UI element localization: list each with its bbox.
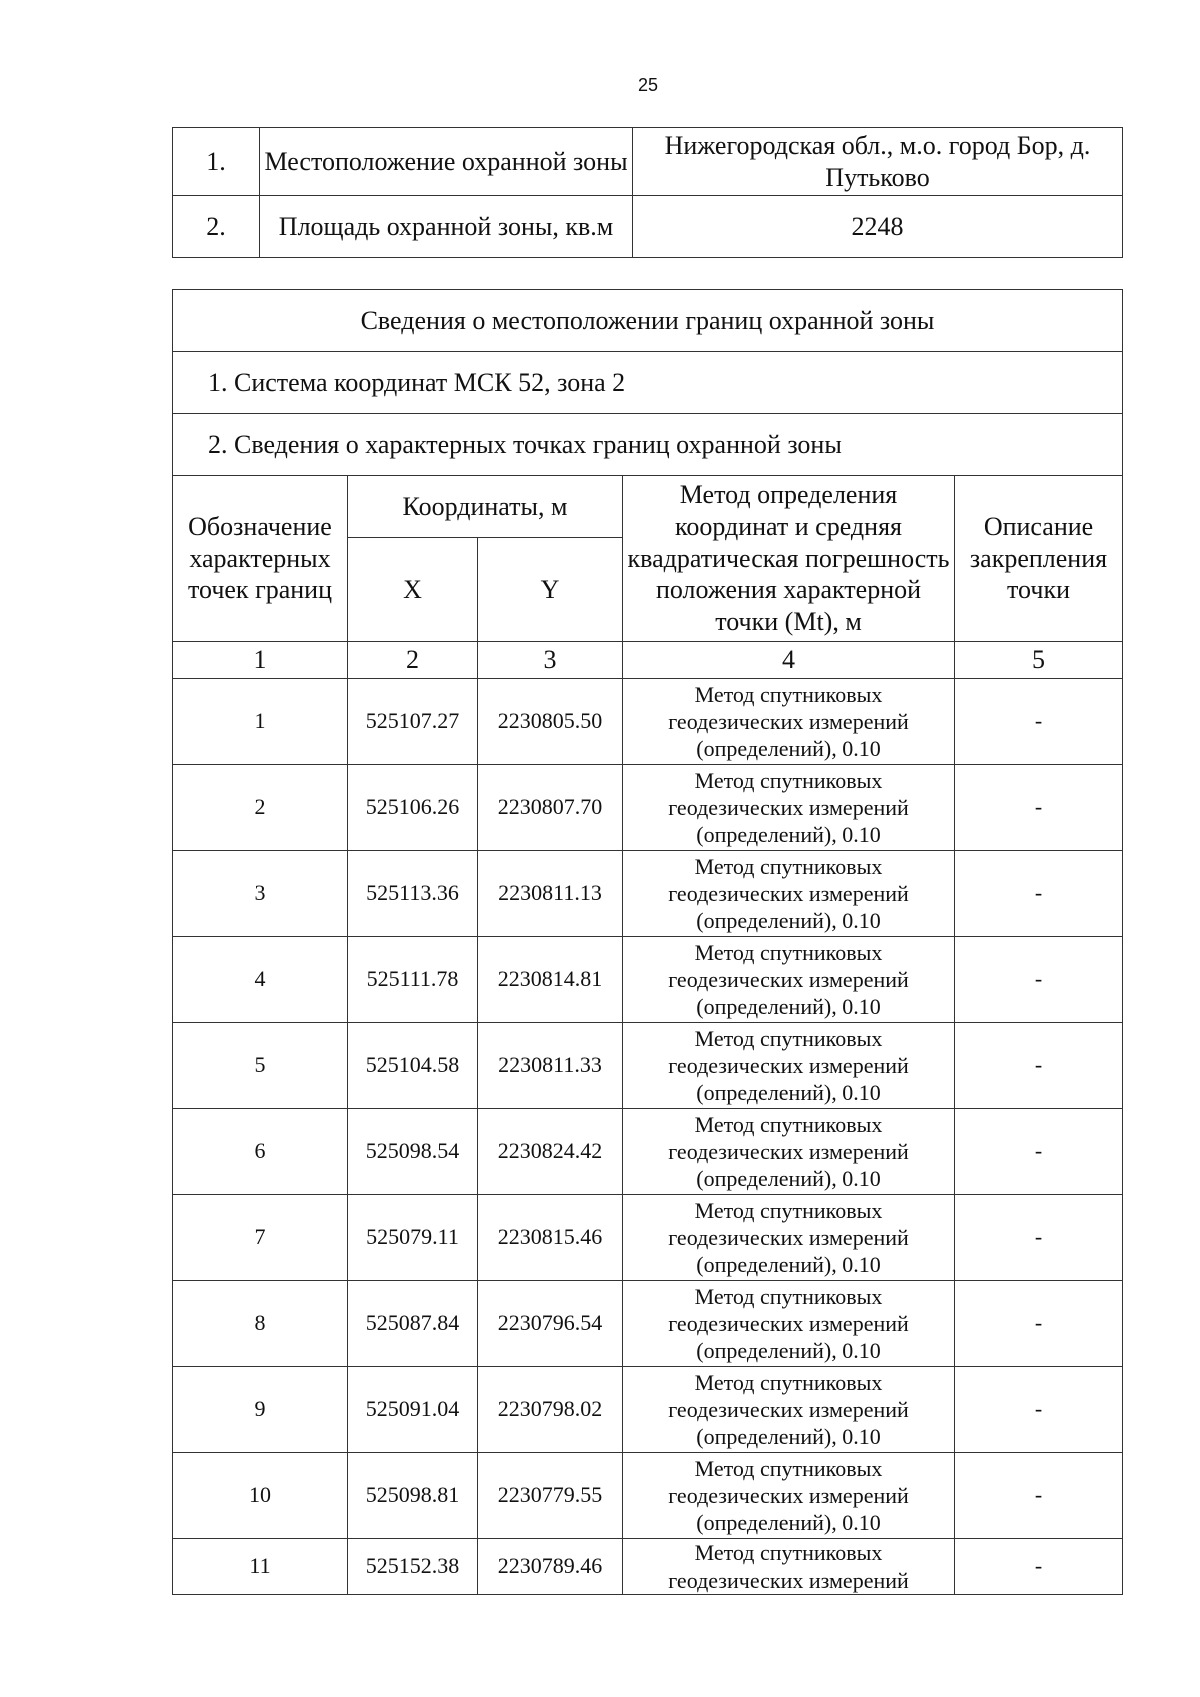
header-description: Описание закрепления точки <box>955 476 1123 642</box>
point-description: - <box>955 1367 1123 1453</box>
table-row <box>173 1453 1123 1539</box>
method-line: Метод спутниковых <box>694 1455 883 1481</box>
point-x: 525087.84 <box>348 1281 478 1367</box>
method-line: геодезических измерений <box>668 1310 909 1336</box>
table-row <box>173 1539 1123 1595</box>
info-num: 1. <box>173 128 260 196</box>
method-line: Метод спутниковых <box>694 767 883 793</box>
method-line: Метод спутниковых <box>694 1025 883 1051</box>
info-label: Местоположение охранной зоны <box>260 128 633 196</box>
table-row <box>173 1023 1123 1109</box>
method-line: геодезических измерений <box>668 1052 909 1078</box>
point-description: - <box>955 1453 1123 1539</box>
point-y: 2230798.02 <box>478 1367 623 1453</box>
zone-info-table <box>172 127 1123 258</box>
point-y: 2230811.13 <box>478 851 623 937</box>
point-description: - <box>955 851 1123 937</box>
method-line: Метод спутниковых <box>694 681 883 707</box>
point-method <box>623 1367 955 1453</box>
method-line: геодезических измерений <box>668 1396 909 1422</box>
method-line: Метод спутниковых <box>694 1540 883 1566</box>
point-number: 5 <box>173 1023 348 1109</box>
point-description: - <box>955 1195 1123 1281</box>
header-y: Y <box>478 538 623 642</box>
point-x: 525104.58 <box>348 1023 478 1109</box>
table-row <box>173 1367 1123 1453</box>
point-x: 525113.36 <box>348 851 478 937</box>
info-value: 2248 <box>633 196 1123 258</box>
table-title: Сведения о местоположении границ охранной зоны <box>173 290 1123 352</box>
method-line: геодезических измерений <box>668 1567 909 1593</box>
method-line: Метод спутниковых <box>694 1369 883 1395</box>
point-number: 7 <box>173 1195 348 1281</box>
method-line: Метод спутниковых <box>694 1111 883 1137</box>
method-line: (определений), 0.10 <box>696 1338 881 1364</box>
point-y: 2230815.46 <box>478 1195 623 1281</box>
column-number: 1 <box>173 642 348 679</box>
point-y: 2230811.33 <box>478 1023 623 1109</box>
point-y: 2230805.50 <box>478 679 623 765</box>
point-x: 525111.78 <box>348 937 478 1023</box>
point-number: 3 <box>173 851 348 937</box>
point-method <box>623 765 955 851</box>
info-row <box>173 196 1123 258</box>
point-method <box>623 851 955 937</box>
header-coordinates: Координаты, м <box>348 476 623 538</box>
point-number: 11 <box>173 1539 348 1595</box>
point-x: 525098.54 <box>348 1109 478 1195</box>
point-description: - <box>955 937 1123 1023</box>
method-line: геодезических измерений <box>668 880 909 906</box>
column-number: 4 <box>623 642 955 679</box>
point-number: 6 <box>173 1109 348 1195</box>
table-row <box>173 851 1123 937</box>
point-description: - <box>955 765 1123 851</box>
method-line: (определений), 0.10 <box>696 908 881 934</box>
point-number: 1 <box>173 679 348 765</box>
points-section-title: 2. Сведения о характерных точках границ охранной зоны <box>173 414 1123 476</box>
table-row <box>173 1281 1123 1367</box>
page-number: 25 <box>637 75 659 95</box>
method-line: (определений), 0.10 <box>696 822 881 848</box>
point-y: 2230796.54 <box>478 1281 623 1367</box>
method-line: (определений), 0.10 <box>696 1424 881 1450</box>
column-number: 2 <box>348 642 478 679</box>
point-y: 2230807.70 <box>478 765 623 851</box>
method-line: (определений), 0.10 <box>696 994 881 1020</box>
point-method <box>623 1281 955 1367</box>
point-x: 525079.11 <box>348 1195 478 1281</box>
point-y: 2230779.55 <box>478 1453 623 1539</box>
boundary-points-table <box>172 289 1123 1595</box>
method-line: (определений), 0.10 <box>696 1510 881 1536</box>
point-method <box>623 679 955 765</box>
method-line: геодезических измерений <box>668 966 909 992</box>
method-line: Метод спутниковых <box>694 1283 883 1309</box>
header-x: X <box>348 538 478 642</box>
point-description: - <box>955 1023 1123 1109</box>
point-method <box>623 1453 955 1539</box>
point-method <box>623 1023 955 1109</box>
point-description: - <box>955 1109 1123 1195</box>
point-number: 10 <box>173 1453 348 1539</box>
method-line: (определений), 0.10 <box>696 1166 881 1192</box>
point-method <box>623 1539 955 1595</box>
method-line: геодезических измерений <box>668 1482 909 1508</box>
point-y: 2230789.46 <box>478 1539 623 1595</box>
point-number: 8 <box>173 1281 348 1367</box>
column-number: 5 <box>955 642 1123 679</box>
point-y: 2230814.81 <box>478 937 623 1023</box>
method-line: геодезических измерений <box>668 1138 909 1164</box>
point-x: 525107.27 <box>348 679 478 765</box>
info-value: Нижегородская обл., м.о. город Бор, д. Путьково <box>633 128 1123 196</box>
point-x: 525091.04 <box>348 1367 478 1453</box>
table-row <box>173 1109 1123 1195</box>
info-row <box>173 128 1123 196</box>
point-description: - <box>955 1281 1123 1367</box>
point-y: 2230824.42 <box>478 1109 623 1195</box>
point-method <box>623 1109 955 1195</box>
table-row <box>173 1195 1123 1281</box>
point-x: 525106.26 <box>348 765 478 851</box>
header-method: Метод определения координат и средняя квадратическая погрешность положения характерной точки (Mt), м <box>623 476 955 642</box>
point-description: - <box>955 679 1123 765</box>
point-number: 2 <box>173 765 348 851</box>
point-number: 4 <box>173 937 348 1023</box>
point-x: 525098.81 <box>348 1453 478 1539</box>
coordinate-system: 1. Система координат МСК 52, зона 2 <box>173 352 1123 414</box>
column-number: 3 <box>478 642 623 679</box>
header-designation: Обозначение характерных точек границ <box>173 476 348 642</box>
method-line: (определений), 0.10 <box>696 1252 881 1278</box>
method-line: Метод спутниковых <box>694 939 883 965</box>
table-row <box>173 765 1123 851</box>
info-num: 2. <box>173 196 260 258</box>
table-row <box>173 937 1123 1023</box>
method-line: Метод спутниковых <box>694 1197 883 1223</box>
point-description: - <box>955 1539 1123 1595</box>
point-method <box>623 1195 955 1281</box>
table-row <box>173 679 1123 765</box>
method-line: геодезических измерений <box>668 1224 909 1250</box>
method-line: Метод спутниковых <box>694 853 883 879</box>
info-label: Площадь охранной зоны, кв.м <box>260 196 633 258</box>
method-line: геодезических измерений <box>668 794 909 820</box>
method-line: геодезических измерений <box>668 708 909 734</box>
point-x: 525152.38 <box>348 1539 478 1595</box>
point-number: 9 <box>173 1367 348 1453</box>
method-line: (определений), 0.10 <box>696 1080 881 1106</box>
method-line: (определений), 0.10 <box>696 736 881 762</box>
point-method <box>623 937 955 1023</box>
